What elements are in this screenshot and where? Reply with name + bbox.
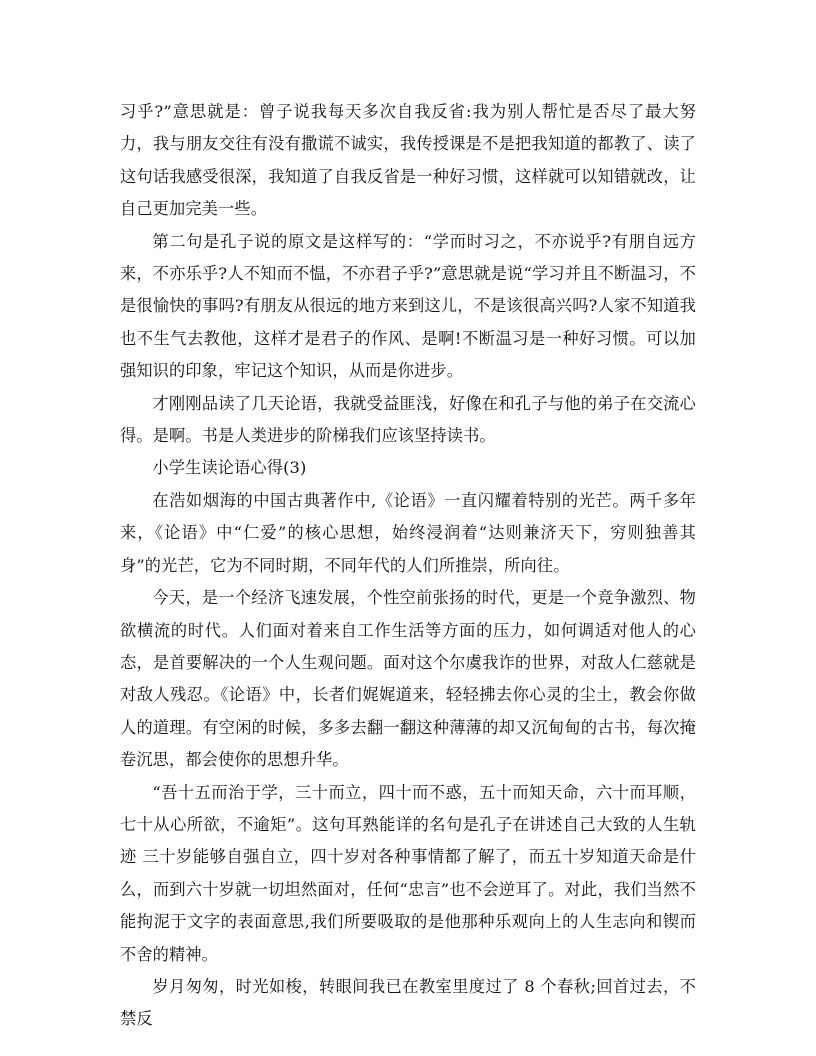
document-page bbox=[120, 96, 696, 1036]
paragraph-classics-intro: 在浩如烟海的中国古典著作中,《论语》一直闪耀着特别的光芒。两千多年来，《论语》中“仁爱”的核心思想，始终浸润着“达则兼济天下，穷则独善其身”的光芒，它为不同时期，不同年代的人们所推崇，所向往。 bbox=[120, 490, 696, 575]
paragraph-modern-era: 今天，是一个经济飞速发展，个性空前张扬的时代，更是一个竞争激烈、物欲横流的时代。人们面对着来自工作生活等方面的压力，如何调适对他人的心态，是首要解决的一个人生观问题。面对这个尔虞我诈的世界，对敌人仁慈就是对敌人残忍。《论语》中，长者们娓娓道来，轻轻拂去你心灵的尘土，教会你做人的道理。有空闲的时候，多多去翻一翻这种薄薄的却又沉甸甸的古书，每次掩卷沉思，都会使你的思想升华。 bbox=[120, 588, 696, 770]
paragraph-time-flies: 岁月匆匆，时光如梭，转眼间我已在教室里度过了 8 个春秋;回首过去，不禁反 bbox=[120, 976, 696, 1029]
section-heading: 小学生读论语心得(3) bbox=[152, 458, 307, 478]
paragraph-second-quote: 第二句是孔子说的原文是这样写的：“学而时习之，不亦说乎?有朋自远方来，不亦乐乎?人不知而不愠，不亦君子乎?”意思就是说“学习并且不断温习，不是很愉快的事吗?有朋友从很远的地方来到这儿，不是该很高兴吗?人家不知道我也不生气去教他，这样才是君子的作风、是啊!不断温习是一种好习惯。可以加强知识的印象，牢记这个知识，从而是你进步。 bbox=[120, 231, 696, 381]
paragraph-life-path-quote: “吾十五而治于学，三十而立，四十而不惑，五十而知天命，六十而耳顺，七十从心所欲，不逾矩”。这句耳熟能详的名句是孔子在讲述自己大致的人生轨迹 三十岁能够自强自立，四十岁对各种事情都了解了，而五十岁知道天命是什么，而到六十岁就一切坦然面对，任何“忠言”也不会逆耳了。对此，我们当然不能拘泥于文字的表面意思,我们所要吸取的是他那种乐观向上的人生志向和锲而不舍的精神。 bbox=[120, 782, 696, 964]
paragraph-continuation: 习乎?”意思就是：曾子说我每天多次自我反省:我为别人帮忙是否尽了最大努力，我与朋友交往有没有撒谎不诚实，我传授课是不是把我知道的都教了、读了这句话我感受很深，我知道了自我反省是一种好习惯，这样就可以知错就改，让自己更加完美一些。 bbox=[120, 102, 696, 219]
paragraph-reading-benefit: 才刚刚品读了几天论语，我就受益匪浅，好像在和孔子与他的弟子在交流心得。是啊。书是人类进步的阶梯我们应该坚持读书。 bbox=[120, 393, 696, 446]
